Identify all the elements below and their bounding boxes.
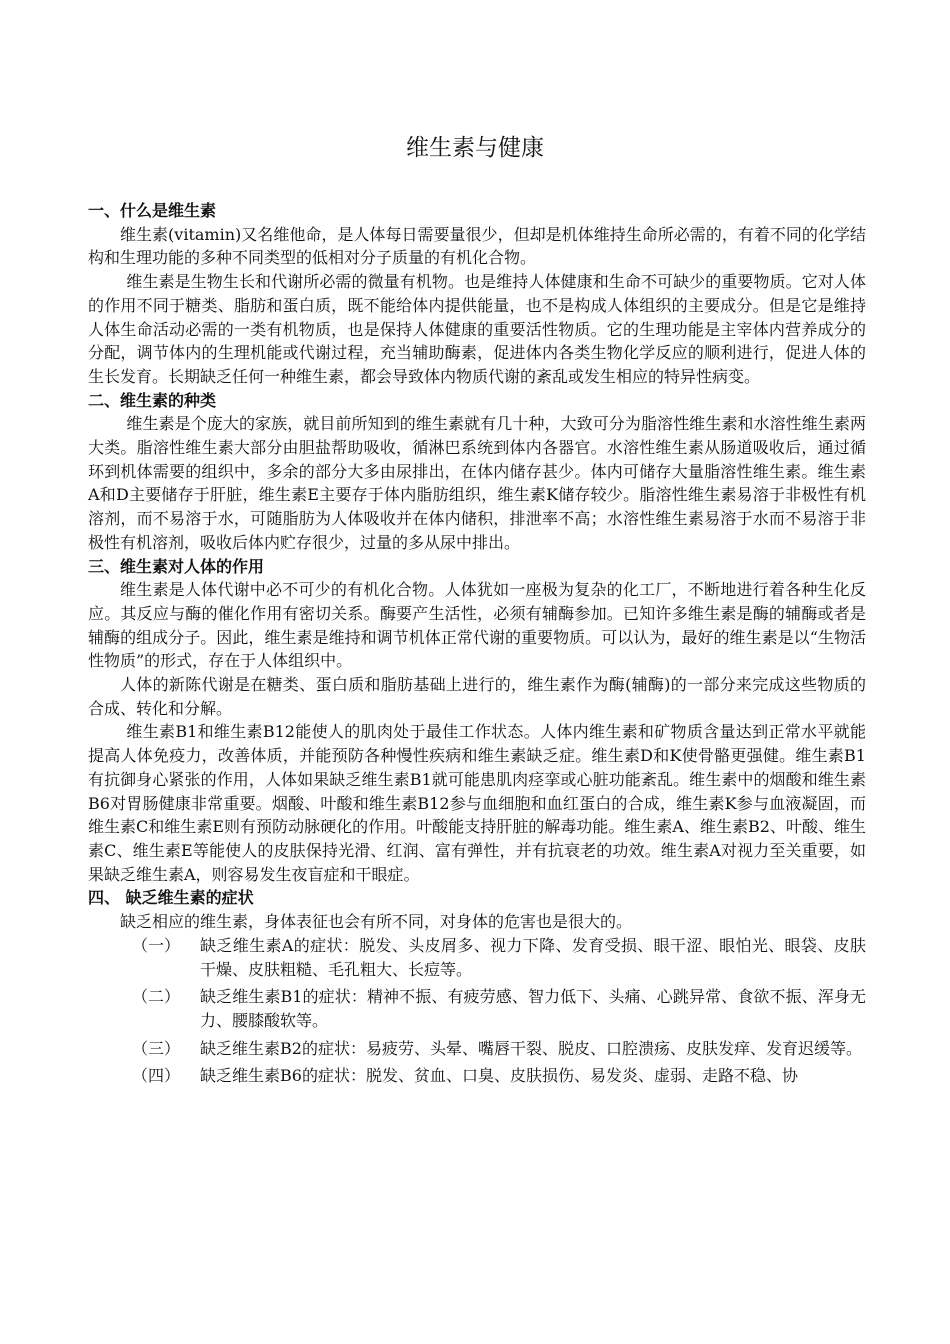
section-deficiency-symptoms: [88, 886, 866, 1088]
list-marker: （二）: [132, 987, 181, 1007]
list-item: [88, 985, 866, 1032]
list-item: [88, 1037, 866, 1061]
section-vitamin-functions: [88, 555, 866, 887]
paragraph: 维生素B1和维生素B12能使人的肌肉处于最佳工作状态。人体内维生素和矿物质含量达到正常水平就能提高人体免疫力，改善体质，并能预防各种慢性疾病和维生素缺乏症。维生素D和K使骨骼更强健。维生素B1有抗御身心紧张的作用，人体如果缺乏维生素B1就可能患肌肉痉挛或心脏功能紊乱。维生素中的烟酸和维生素B6对胃肠健康非常重要。烟酸、叶酸和维生素B12参与血细胞和血红蛋白的合成，维生素K参与血液凝固，而维生素C和维生素E则有预防动脉硬化的作用。叶酸能支持肝脏的解毒功能。维生素A、维生素B2、叶酸、维生素C、维生素E等能使人的皮肤保持光滑、红润、富有弹性，并有抗衰老的功效。维生素A对视力至关重要，如果缺乏维生素A，则容易发生夜盲症和干眼症。: [88, 722, 866, 884]
list-item-text: 缺乏维生素B1的症状：精神不振、有疲劳感、智力低下、头痛、心跳异常、食欲不振、浑身无力、腰膝酸软等。: [200, 987, 866, 1030]
list-marker: （四）: [132, 1066, 181, 1086]
list-item-text: 缺乏维生素A的症状：脱发、头皮屑多、视力下降、发育受损、眼干涩、眼怕光、眼袋、皮肤干燥、皮肤粗糙、毛孔粗大、长痘等。: [200, 935, 866, 979]
paragraph: 维生素是生物生长和代谢所必需的微量有机物。也是维持人体健康和生命不可缺少的重要物质。它对人体的作用不同于糖类、脂肪和蛋白质，既不能给体内提供能量，也不是构成人体组织的主要成分。但是它是维持人体生命活动必需的一类有机物质，也是保持人体健康的重要活性物质。它的生理功能是主宰体内营养成分的分配，调节体内的生理机能或代谢过程，充当辅助酶素，促进体内各类生物化学反应的顺利进行，促进人体的生长发育。长期缺乏任何一种维生素，都会导致体内物质代谢的紊乱或发生相应的特异性病变。: [88, 272, 866, 386]
section-heading: 一、什么是维生素: [88, 201, 217, 220]
section-what-is-vitamin: [88, 199, 866, 389]
list-item: [88, 934, 866, 981]
page-title: 维生素与健康: [406, 135, 544, 161]
paragraph: 维生素是个庞大的家族，就目前所知到的维生素就有几十种，大致可分为脂溶性维生素和水溶性维生素两大类。脂溶性维生素大部分由胆盐帮助吸收，循淋巴系统到体内各器官。水溶性维生素从肠道吸收后，通过循环到机体需要的组织中，多余的部分大多由尿排出，在体内储存甚少。体内可储存大量脂溶性维生素。维生素A和D主要储存于肝脏，维生素E主要存于体内脂肪组织，维生素K储存较少。脂溶性维生素易溶于非极性有机溶剂，而不易溶于水，可随脂肪为人体吸收并在体内储积，排泄率不高；水溶性维生素易溶于水而不易溶于非极性有机溶剂，吸收后体内贮存很少，过量的多从尿中排出。: [88, 414, 866, 552]
paragraph: 维生素(vitamin)又名维他命，是人体每日需要量很少，但却是机体维持生命所必需的，有着不同的化学结构和生理功能的多种不同类型的低相对分子质量的有机化合物。: [88, 224, 866, 268]
list-marker: （三）: [132, 1038, 181, 1058]
symptom-list: [88, 934, 866, 1088]
list-item-text: 缺乏维生素B6的症状：脱发、贫血、口臭、皮肤损伤、易发炎、虚弱、走路不稳、协: [200, 1066, 798, 1086]
section-heading: 四、 缺乏维生素的症状: [88, 888, 254, 908]
paragraph: 缺乏相应的维生素，身体表征也会有所不同，对身体的危害也是很大的。: [120, 912, 633, 932]
section-vitamin-types: [88, 389, 866, 555]
list-item: [88, 1064, 866, 1088]
list-item-text: 缺乏维生素B2的症状：易疲劳、头晕、嘴唇干裂、脱皮、口腔溃疡、皮肤发痒、发育迟缓等。: [200, 1038, 862, 1058]
paragraph: 人体的新陈代谢是在糖类、蛋白质和脂肪基础上进行的，维生素作为酶(辅酶)的一部分来完成这些物质的合成、转化和分解。: [88, 675, 866, 718]
list-marker: （一）: [132, 935, 181, 955]
section-heading: 三、维生素对人体的作用: [88, 556, 265, 576]
section-heading: 二、维生素的种类: [88, 390, 217, 410]
document-body: [88, 199, 866, 1092]
paragraph: 维生素是人体代谢中必不可少的有机化合物。人体犹如一座极为复杂的化工厂，不断地进行着各种生化反应。其反应与酶的催化作用有密切关系。酶要产生活性，必须有辅酶参加。已知许多维生素是酶的辅酶或者是辅酶的组成分子。因此，维生素是维持和调节机体正常代谢的重要物质。可以认为，最好的维生素是以“生物活性物质”的形式，存在于人体组织中。: [88, 580, 866, 671]
